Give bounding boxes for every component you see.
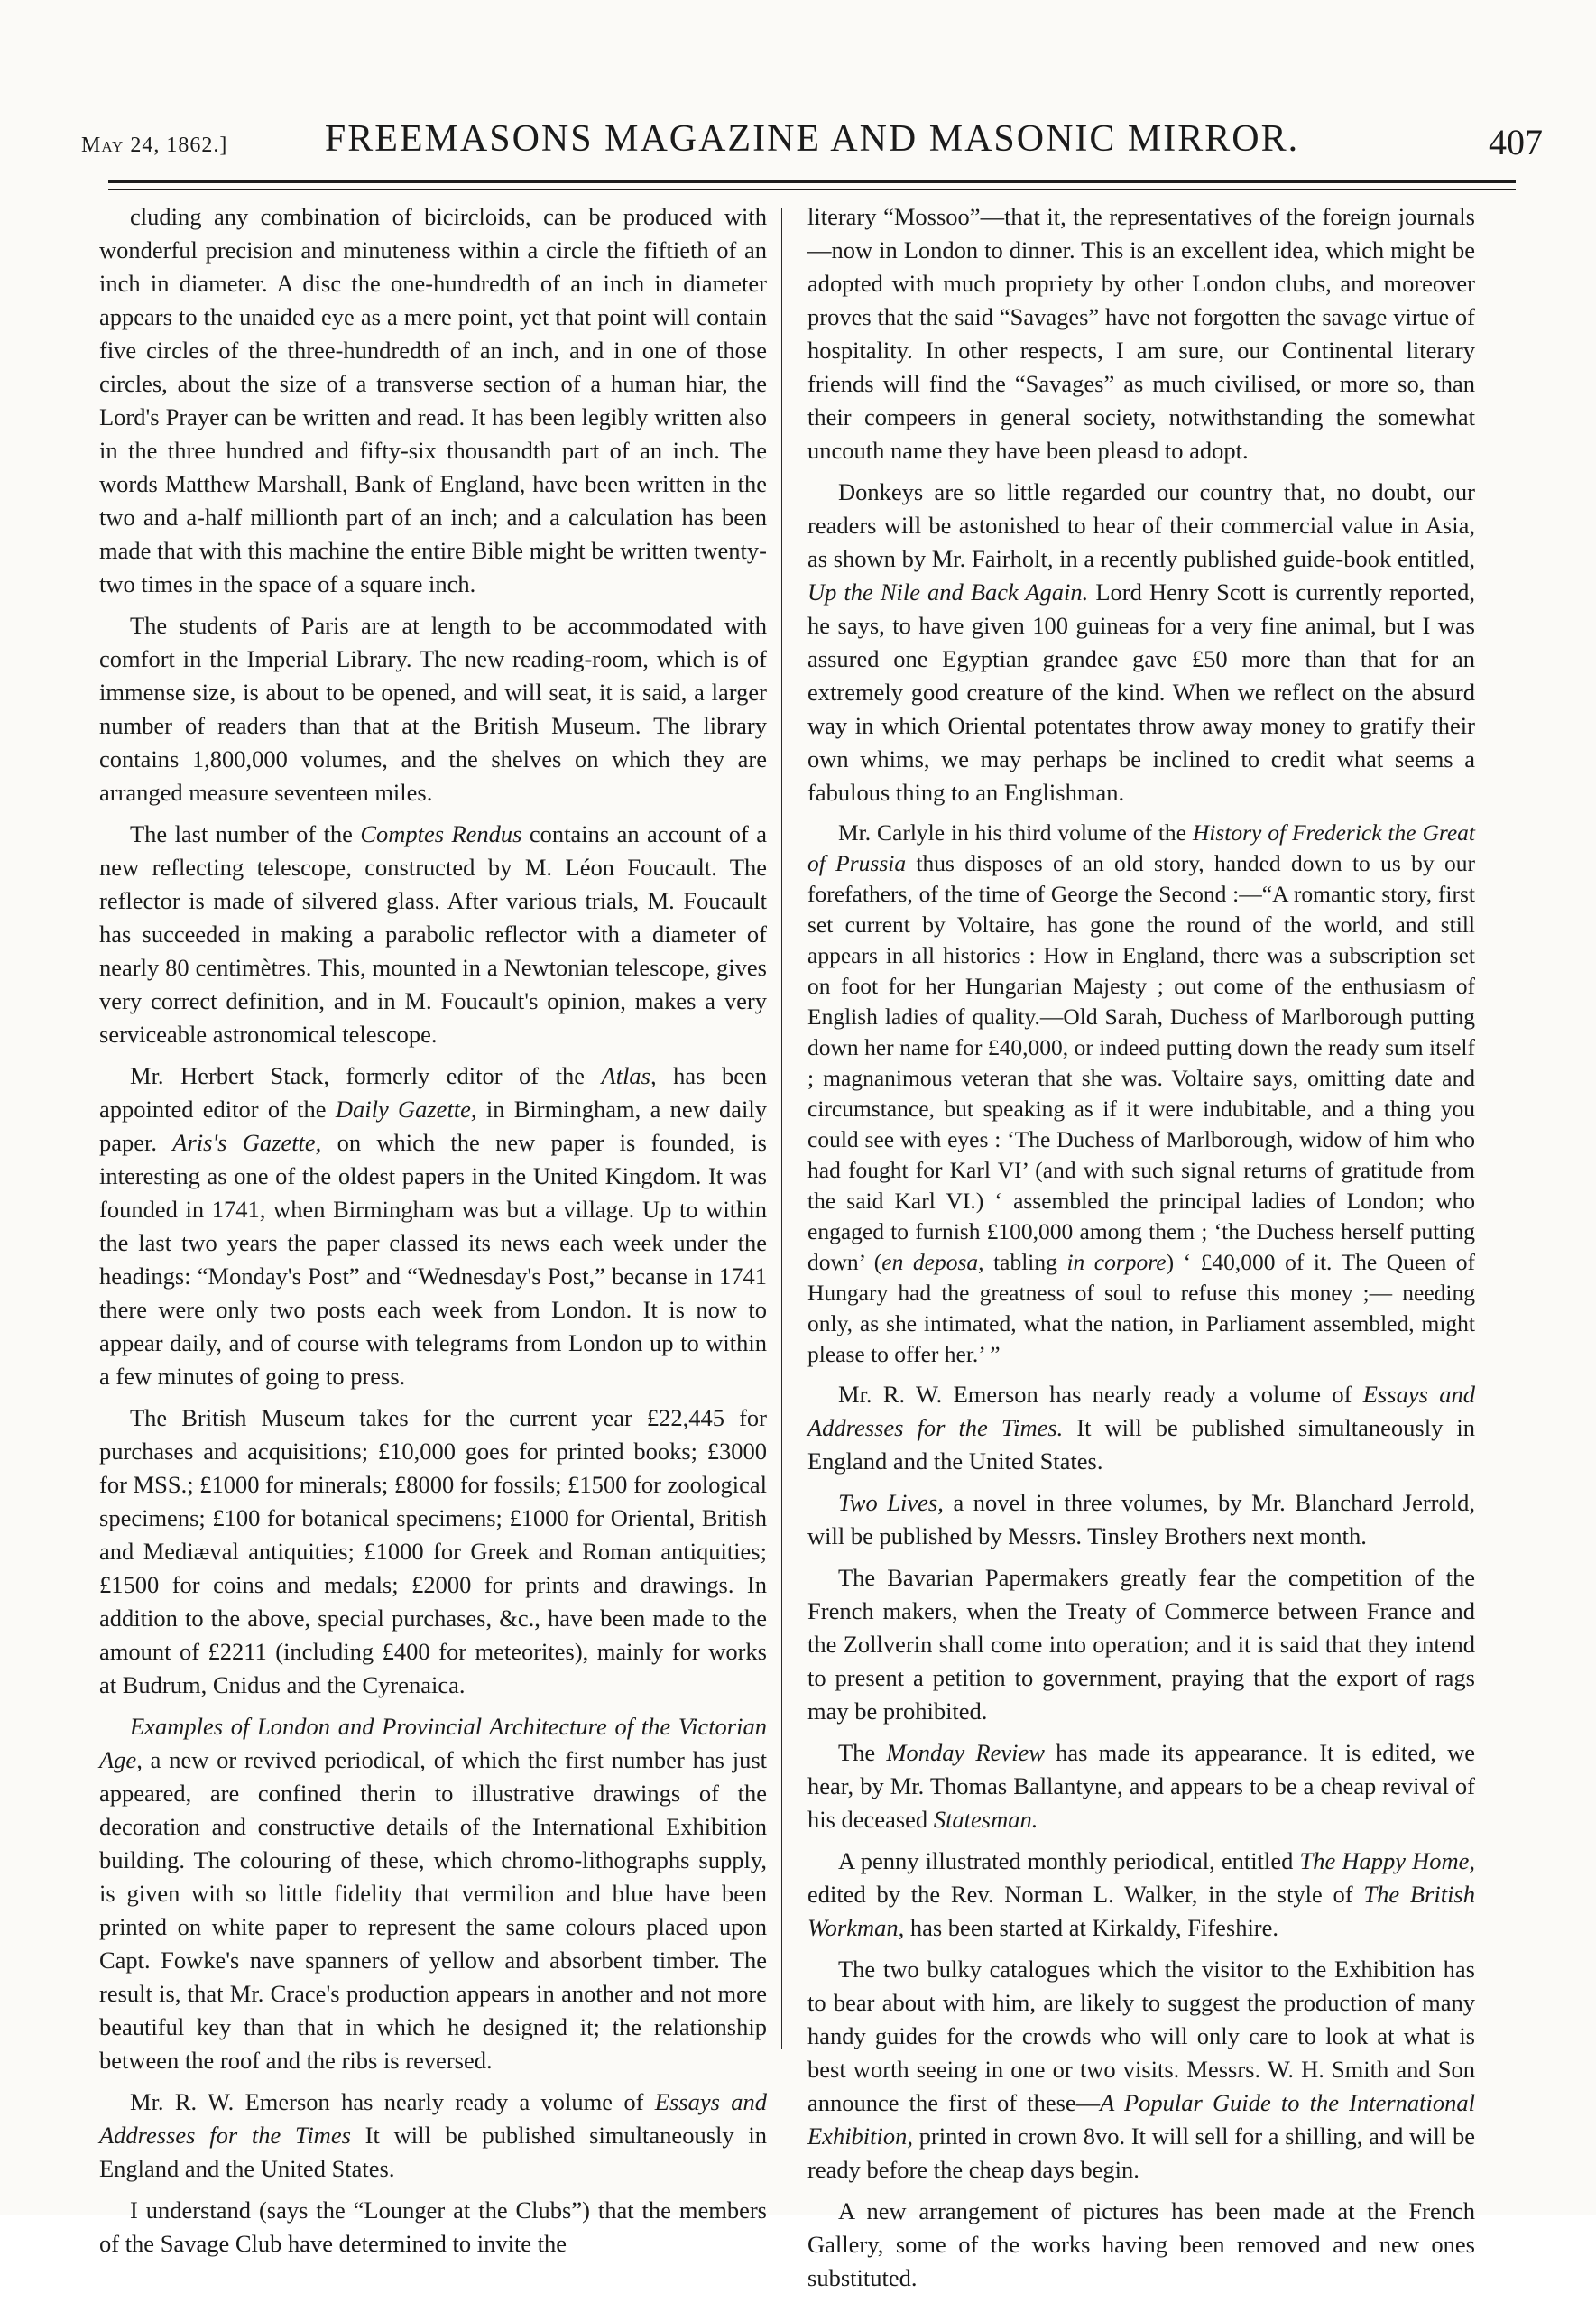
italic-title: A Popular Guide to the International Exhibition, [807, 2089, 1475, 2150]
text-run: cluding any combination of bicircloids, can be produced with wonderful precision and minuteness within a circle the fiftieth of an inch in diameter. A disc the one-hundredth of an inch in diameter appears to the unaided eye as a mere point, yet that point will contain five circles of the three-hundredth of an inch, and in one of those circles, about the size of a transverse section of a human hiar, the Lord's Prayer can be written and read. It has been legibly written also in the three hundred and fifty-six thousandth part of an inch. The words Matthew Marshall, Bank of England, have been written in the two and a-half millionth part of an inch; and a calculation has been made that with this machine the entire Bible might be written twenty-two times in the space of a square inch. [99, 203, 767, 597]
article-paragraph [807, 476, 1475, 809]
article-paragraph [807, 1378, 1475, 1478]
article-paragraph [99, 2086, 767, 2186]
text-run: contains an account of a new reflecting telescope, constructed by M. Léon Foucault. The reflector is made of silvered glass. After various trials, M. Foucault has succeeded in making a parabolic reflector with a diameter of nearly 80 centimètres. This, mounted in a Newtonian telescope, gives very correct definition, and in M. Foucault's opinion, makes a very serviceable astronomical telescope. [99, 820, 767, 1048]
text-run: thus disposes of an old story, handed down to us by our forefathers, of the time of George the Second :—“A romantic story, first set current by Voltaire, has gone the round of the world, and still appears in all histories : How in England, there was a subscription set on foot for her Hungarian Majesty ; out come of the enthusiasm of English ladies of quality.—Old Sarah, Duchess of Marlborough putting down her name for £40,000, or indeed putting down the ready sum itself ; magnanimous veteran that she was. Voltaire says, omitting date and circumstance, but speaking as if it were indubitable, and a thing you could see with eyes : ‘The Duchess of Marlborough, widow of him who had fought for Karl VI’ (and with such signal returns of gratitude from the said Karl VI.) ‘ assembled the principal ladies of London; who engaged to furnish £100,000 among them ; ‘the Duchess herself putting down’ ( [807, 850, 1475, 1275]
text-run: It will be published simultaneously in England and the United States. [99, 2122, 767, 2182]
italic-title: Monday Review [886, 1739, 1045, 1766]
header-rule [108, 180, 1516, 183]
text-run: It will be published simultaneously in England and the United States. [807, 1414, 1475, 1475]
text-run: Lord Henry Scott is currently reported, he says, to have given 100 guineas for a very fine animal, but I was assured one Egyptian grandee gave £50 more than that for an extremely good creature of the kind. When we reflect on the absurd way in which Oriental potentates throw away money to gratify their own whims, we may perhaps be inclined to credit what seems a fabulous thing to an Englishman. [807, 578, 1475, 806]
article-paragraph [807, 200, 1475, 467]
text-run: The [838, 1739, 887, 1766]
text-run: The Bavarian Papermakers greatly fear the competition of the French makers, when the Treaty of Commerce between France and the Zollverin shall come into operation; and it is said that they intend to present a petition to government, praying that the export of rags may be prohibited. [807, 1564, 1475, 1725]
article-paragraph [807, 818, 1475, 1370]
issue-date: May 24, 1862.] [81, 134, 228, 157]
article-paragraph [99, 818, 767, 1051]
italic-title: Aris's Gazette, [172, 1129, 322, 1156]
article-paragraph [99, 1059, 767, 1393]
text-run: a novel in three volumes, by Mr. Blanchard Jerrold, will be published by Messrs. Tinsley Brothers next month. [807, 1489, 1475, 1549]
article-paragraph [99, 1710, 767, 2077]
text-run: The two bulky catalogues which the visitor to the Exhibition has to bear about with him, are likely to suggest the production of many handy guides for the crowds who will only care to look at what is best worth seeing in one or two visits. Messrs. W. H. Smith and Son announce the first of these— [807, 1956, 1475, 2116]
column-divider [781, 208, 782, 2049]
italic-title: The British Workman, [807, 1881, 1475, 1941]
text-run: tabling [983, 1249, 1067, 1275]
header-rule-thin [108, 189, 1516, 190]
article-paragraph [807, 1953, 1475, 2187]
article-paragraph [99, 609, 767, 809]
text-run: has been started at Kirkaldy, Fifeshire. [904, 1914, 1279, 1941]
article-paragraph [99, 1401, 767, 1702]
left-column [99, 200, 767, 2269]
text-run: printed in crown 8vo. It will sell for a shilling, and will be ready before the cheap days begin. [807, 2123, 1475, 2183]
text-run: edited by the Rev. Norman L. Walker, in the style of [807, 1881, 1364, 1908]
italic-title: in corpore [1066, 1249, 1167, 1275]
text-run: Mr. Herbert Stack, formerly editor of the [130, 1062, 602, 1089]
italic-title: Two Lives, [838, 1489, 944, 1516]
italic-title: Essays and Addresses for the Times [99, 2088, 767, 2149]
article-paragraph [807, 2195, 1475, 2295]
text-run: ) ‘ £40,000 of it. The Queen of Hungary had the greatness of soul to refuse this money ;— needing only, as she intimated, what the nation, in Parliament assembled, might please to offer her.’ ” [807, 1249, 1476, 1367]
italic-title: Statesman. [933, 1806, 1038, 1833]
italic-title: Comptes Rendus [360, 820, 522, 847]
text-run: A penny illustrated monthly periodical, entitled [838, 1847, 1300, 1874]
article-paragraph [807, 1486, 1475, 1553]
text-run: A new arrangement of pictures has been made at the French Gallery, some of the works having been removed and new ones substituted. [807, 2197, 1475, 2291]
article-paragraph [99, 2194, 767, 2261]
text-run: literary “Mossoo”—that it, the representatives of the foreign journals—now in London to dinner. This is an excellent idea, which might be adopted with much propriety by other London clubs, and moreover proves that the said “Savages” have not forgotten the savage virtue of hospitality. In other respects, I am sure, our Continental literary friends will find the “Savages” as much civilised, or more so, than their compeers in general society, notwithstanding the somewhat uncouth name they have been pleasd to adopt. [807, 203, 1475, 464]
article-paragraph [807, 1561, 1475, 1728]
article-paragraph [807, 1736, 1475, 1836]
text-run: has been appointed editor of the [99, 1062, 767, 1123]
italic-title: The Happy Home, [1299, 1847, 1476, 1874]
italic-title: History of Frederick the Great of Prussia [807, 819, 1475, 876]
text-run: Mr. Carlyle in his third volume of the [838, 819, 1193, 846]
text-run: Donkeys are so little regarded our country that, no doubt, our readers will be astonished to hear of their commercial value in Asia, as shown by Mr. Fairholt, in a recently published guide-book entitled, [807, 478, 1475, 572]
text-run: Mr. R. W. Emerson has nearly ready a volume of [130, 2088, 655, 2115]
italic-title: Daily Gazette, [335, 1096, 477, 1123]
text-run: The British Museum takes for the current year £22,445 for purchases and acquisitions; £10,000 goes for printed books; £3000 for MSS.; £1000 for minerals; £8000 for fossils; £1500 for zoological specimens; £100 for botanical specimens; £1000 for Oriental, British and Mediæval antiquities; £1000 for Greek and Roman antiquities; £1500 for coins and medals; £2000 for prints and drawings. In addition to the above, special purchases, &c., have been made to the amount of £2211 (including £400 for meteorites), mainly for works at Budrum, Cnidus and the Cyrenaica. [99, 1404, 767, 1698]
italic-title: en deposa, [881, 1249, 984, 1275]
text-run: The students of Paris are at length to be accommodated with comfort in the Imperial Library. The new reading-room, which is of immense size, is about to be opened, and will seat, it is said, a larger number of readers than that at the British Museum. The library contains 1,800,000 volumes, and the shelves on which they are arranged measure seventeen miles. [99, 612, 767, 806]
italic-title: Atlas, [601, 1062, 657, 1089]
italic-title: Essays and Addresses for the Times. [807, 1381, 1475, 1441]
publication-title: FREEMASONS MAGAZINE AND MASONIC MIRROR. [324, 118, 1300, 160]
italic-title: Examples of London and Provincial Architecture of the Victorian Age, [99, 1713, 767, 1773]
italic-title: Up the Nile and Back Again. [807, 578, 1089, 606]
text-run: Mr. R. W. Emerson has nearly ready a volume of [838, 1381, 1363, 1408]
right-column [807, 200, 1475, 2303]
text-run: has made its appearance. It is edited, we hear, by Mr. Thomas Ballantyne, and appears to be a cheap revival of his deceased [807, 1739, 1475, 1833]
text-run: I understand (says the “Lounger at the Clubs”) that the members of the Savage Club have determined to invite the [99, 2197, 767, 2257]
page-number: 407 [1489, 122, 1543, 162]
text-run: in Birmingham, a new daily paper. [99, 1096, 767, 1156]
text-run: The last number of the [130, 820, 361, 847]
masthead [81, 116, 1543, 170]
text-run: a new or revived periodical, of which the first number has just appeared, are confined therin to illustrative drawings of the decoration and constructive details of the International Exhibition building. The colouring of these, which chromo-lithographs supply, is given with so little fidelity that vermilion and blue have been printed on white paper to represent the same colours placed upon Capt. Fowke's nave spanners of yellow and absorbent timber. The result is, that Mr. Crace's production appears in another and not more beautiful key than that in which he designed it; the relationship between the roof and the ribs is reversed. [99, 1746, 767, 2074]
text-run: on which the new paper is founded, is interesting as one of the oldest papers in the United Kingdom. It was founded in 1741, when Birmingham was but a village. Up to within the last two years the paper classed its news each week under the headings: “Monday's Post” and “Wednesday's Post,” becanse in 1741 there were only two posts each week from London. It is now to appear daily, and of course with telegrams from London up to within a few minutes of going to press. [99, 1129, 767, 1390]
article-paragraph [99, 200, 767, 601]
article-paragraph [807, 1845, 1475, 1945]
